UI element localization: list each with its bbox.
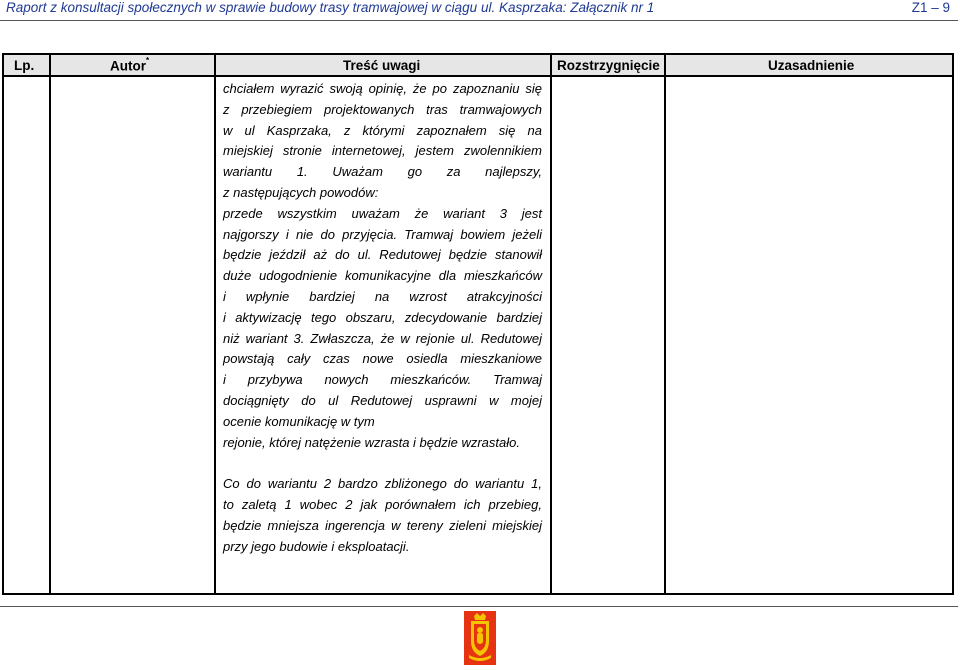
footnote-mark: * <box>146 56 150 65</box>
column-divider <box>664 55 666 593</box>
text-line: będzie mniejsza ingerencja w tereny zieleni miejskiej <box>223 517 542 533</box>
text-line: duże udogodnienie komunikacyjne dla mieszkańców <box>223 268 542 284</box>
report-title: Raport z konsultacji społecznych w sprawie budowy trasy tramwajowej w ciągu ul. Kasprzaka: Załącznik nr 1 <box>6 0 655 15</box>
text-line: chciałem wyrazić swoją opinię, że po zapoznaniu się <box>223 81 542 96</box>
text-line: powstają cały czas nowe osiedla mieszkaniowe <box>223 351 542 367</box>
text-line: najgorszy i nie do przyjęcia. Tramwaj bowiem jeżeli <box>223 226 542 242</box>
text-line: z przebiegiem projektowanych tras tramwajowych <box>223 101 542 117</box>
text-line: przy jego budowie i eksploatacji. <box>223 538 410 554</box>
column-divider <box>214 55 216 593</box>
text-line: Co do wariantu 2 bardzo zbliżonego do wariantu 1, <box>223 476 542 492</box>
text-line: w ul Kasprzaka, z którymi zapoznałem się na <box>223 122 542 138</box>
text-line: z następujących powodów: <box>223 184 379 200</box>
column-divider <box>49 55 51 593</box>
column-header-tresc: Treść uwagi <box>343 58 421 73</box>
table-header-row <box>4 55 952 77</box>
text-line: dociągnięty do ul Redutowej usprawni w mojej <box>223 392 542 408</box>
remarks-table <box>2 53 954 595</box>
column-header-autor <box>110 58 149 74</box>
column-header-uzasadnienie: Uzasadnienie <box>768 58 855 73</box>
column-header-autor-label: Autor <box>110 58 146 74</box>
remark-paragraph <box>223 79 542 453</box>
remark-paragraph <box>223 474 542 557</box>
header-divider <box>0 20 958 21</box>
column-divider <box>550 55 552 593</box>
text-line: będzie jeździł aż do ul. Redutowej będzie stanowił <box>223 247 542 263</box>
warsaw-coat-of-arms-icon <box>464 611 496 665</box>
text-line: niż wariant 3. Zwłaszcza, że w rejonie ul. Redutowej <box>223 330 542 346</box>
footer-divider <box>0 606 958 607</box>
column-header-lp: Lp. <box>14 58 35 73</box>
text-line: ocenie komunikację w tym <box>223 413 375 429</box>
text-line: miejskiej stronie internetowej, jestem zwolennikiem <box>223 143 542 159</box>
remark-content-cell <box>223 79 542 558</box>
text-line: i wpłynie bardziej na wzrost atrakcyjności <box>223 288 542 304</box>
text-line: i przybywa nowych mieszkańców. Tramwaj <box>223 372 542 388</box>
text-line: i aktywizację tego obszaru, zdecydowanie bardziej <box>223 309 542 325</box>
paragraph-spacer <box>223 453 542 474</box>
column-header-rozstrzygniecie: Rozstrzygnięcie <box>557 58 660 73</box>
text-line: wariantu 1. Uważam go za najlepszy, <box>223 164 542 180</box>
text-line: przede wszystkim uważam że wariant 3 jest <box>223 205 542 221</box>
text-line: rejonie, której natężenie wzrasta i będzie wzrastało. <box>223 434 520 450</box>
page-number: Z1 – 9 <box>911 0 950 15</box>
text-line: to zaletą 1 wobec 2 jak porównałem ich przebieg, <box>223 497 542 513</box>
